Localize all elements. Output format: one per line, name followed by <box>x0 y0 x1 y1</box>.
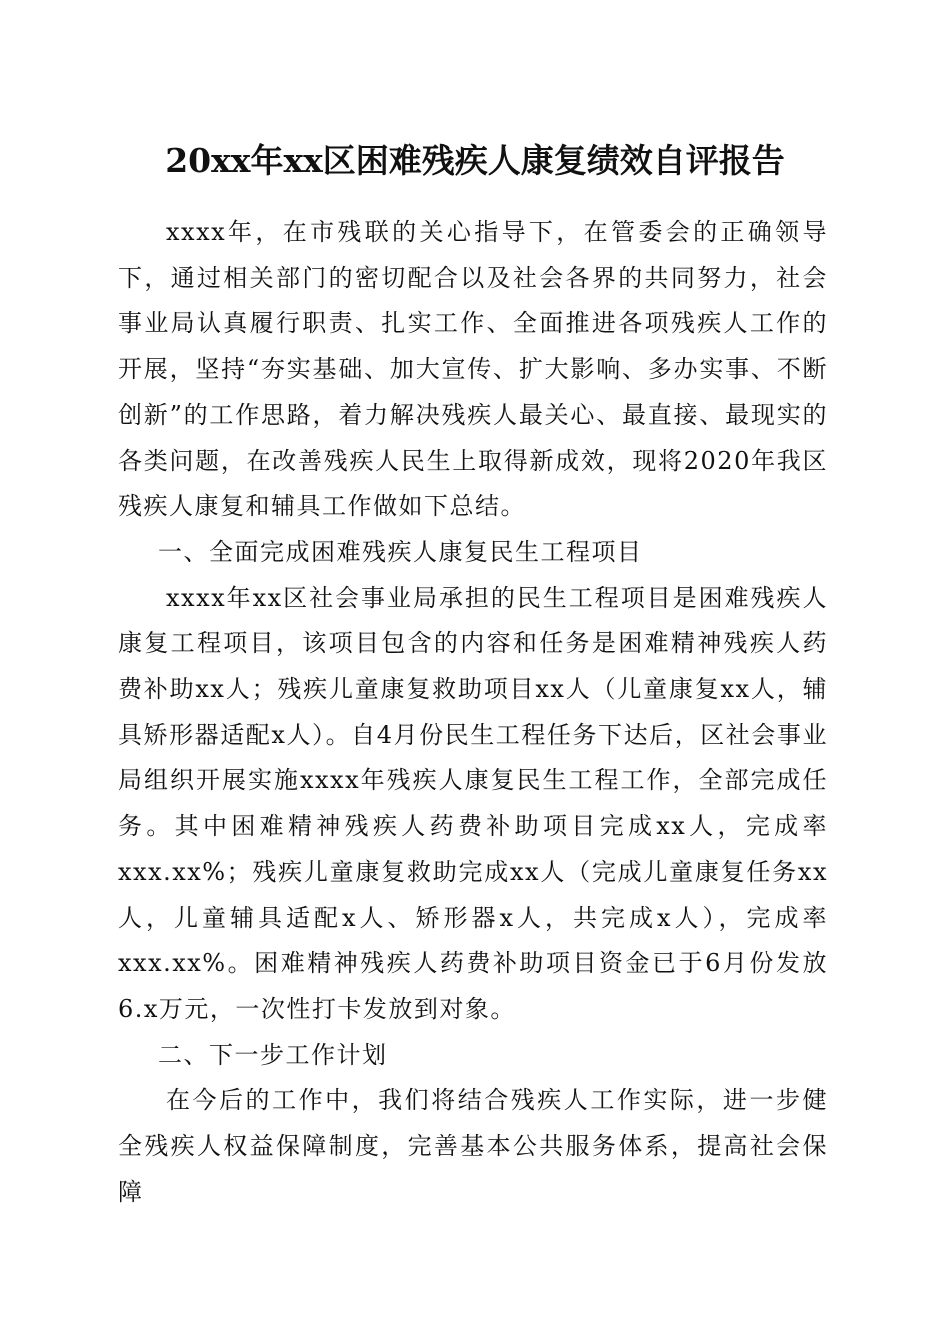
section-heading-1: 一、全面完成困难残疾人康复民生工程项目 <box>158 537 643 566</box>
section-2-paragraph: 在今后的工作中，我们将结合残疾人工作实际，进一步健全残疾人权益保障制度，完善基本公共服务体系，提高社会保障 <box>118 1086 828 1206</box>
document-body <box>118 210 828 1215</box>
document-title: 20xx年xx区困难残疾人康复绩效自评报告 <box>165 141 785 180</box>
section-heading-2: 二、下一步工作计划 <box>158 1040 388 1069</box>
intro-paragraph: xxxx年，在市残联的关心指导下，在管委会的正确领导下，通过相关部门的密切配合以及社会各界的共同努力，社会事业局认真履行职责、扎实工作、全面推进各项残疾人工作的开展，坚持“夯实基础、加大宣传、扩大影响、多办实事、不断创新”的工作思路，着力解决残疾人最关心、最直接、最现实的各类问题，在改善残疾人民生上取得新成效，现将2020年我区残疾人康复和辅具工作做如下总结。 <box>118 218 828 521</box>
section-1-paragraph: xxxx年xx区社会事业局承担的民生工程项目是困难残疾人康复工程项目，该项目包含的内容和任务是困难精神残疾人药费补助xx人；残疾儿童康复救助项目xx人（儿童康复xx人，辅具矫形器适配x人）。自4月份民生工程任务下达后，区社会事业局组织开展实施xxxx年残疾人康复民生工程工作，全部完成任务。其中困难精神残疾人药费补助项目完成xx人，完成率xxx.xx%；残疾儿童康复救助完成xx人（完成儿童康复任务xx人，儿童辅具适配x人、矫形器x人，共完成x人），完成率xxx.xx%。困难精神残疾人药费补助项目资金已于6月份发放6.x万元，一次性打卡发放到对象。 <box>118 583 828 1023</box>
